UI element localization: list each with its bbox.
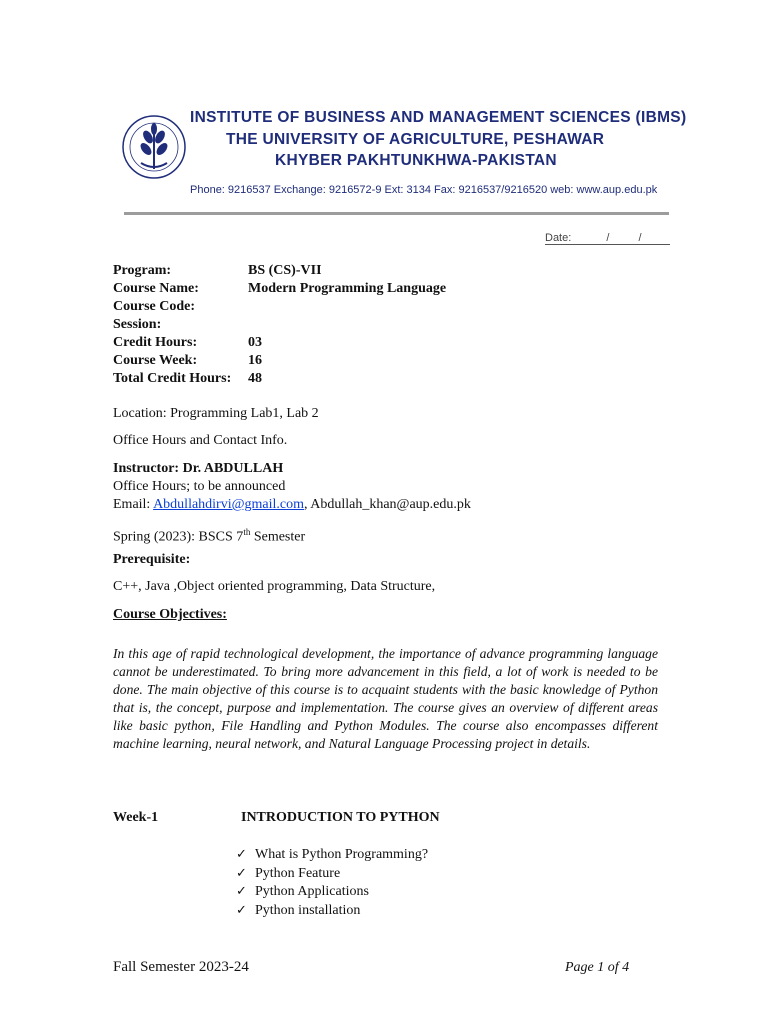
list-item xyxy=(236,902,428,921)
semester-text: Spring (2023): BSCS 7 xyxy=(113,529,244,545)
email-label: Email: xyxy=(113,497,154,512)
info-row-program xyxy=(113,262,446,280)
info-label: Total Credit Hours: xyxy=(113,371,232,386)
checkmark-icon: ✓ xyxy=(236,884,247,899)
office-hours-heading: Office Hours and Contact Info. xyxy=(113,433,288,448)
list-item xyxy=(236,865,428,884)
objectives-paragraph: In this age of rapid technological development, the importance of advance programming language cannot be underestimated. To bring more advancement in this field, a lot of work is needed to be done. The main objective of this course is to acquaint students with the basic knowledge of Python that is, the concept, purpose and implementation. The course gives an overview of different areas like basic python, File Handling and Python Modules. The course also encompasses different machine learning, neural network, and Natural Language Processing project in details. xyxy=(113,646,658,751)
info-label: Course Code: xyxy=(113,299,196,314)
info-label: Session: xyxy=(113,317,162,332)
info-row-session xyxy=(113,316,446,334)
instructor-office-hours: Office Hours; to be announced xyxy=(113,479,286,494)
info-row-credit-hours xyxy=(113,334,446,352)
instructor-email xyxy=(113,496,471,514)
week-title: INTRODUCTION TO PYTHON xyxy=(241,810,440,825)
info-label: Program: xyxy=(113,263,172,278)
location-text: Location: Programming Lab1, Lab 2 xyxy=(113,406,319,421)
checkmark-icon: ✓ xyxy=(236,902,247,918)
date-separator: / xyxy=(606,232,610,244)
email-secondary: , Abdullah_khan@aup.edu.pk xyxy=(304,497,471,512)
page-number: Page 1 of 4 xyxy=(565,960,630,975)
letterhead-divider xyxy=(124,212,669,215)
prerequisite-text: C++, Java ,Object oriented programming, Data Structure, xyxy=(113,579,436,594)
university-crest-icon xyxy=(121,103,187,193)
topic-list xyxy=(236,846,428,920)
list-item-label: Python Applications xyxy=(255,884,369,899)
course-info xyxy=(113,262,446,388)
info-value: Modern Programming Language xyxy=(248,281,447,296)
info-value: 48 xyxy=(248,371,262,386)
date-field xyxy=(545,232,670,245)
instructor-name: Instructor: Dr. ABDULLAH xyxy=(113,461,284,476)
info-row-course-name xyxy=(113,280,446,298)
info-value: 16 xyxy=(248,353,262,368)
checkmark-icon: ✓ xyxy=(236,847,247,862)
list-item xyxy=(236,883,428,902)
semester-suffix: Semester xyxy=(250,529,306,545)
list-item-label: Python installation xyxy=(255,902,361,918)
list-item-label: What is Python Programming? xyxy=(255,847,429,862)
info-label: Credit Hours: xyxy=(113,335,198,350)
list-item xyxy=(236,846,428,865)
list-item-label: Python Feature xyxy=(255,865,341,881)
objectives-heading: Course Objectives: xyxy=(113,607,227,622)
institute-name: INSTITUTE OF BUSINESS AND MANAGEMENT SCIENCES (IBMS) xyxy=(190,109,687,126)
contact-line: Phone: 9216537 Exchange: 9216572-9 Ext: 3134 Fax: 9216537/9216520 web: www.aup.edu.pk xyxy=(190,184,658,196)
email-link[interactable]: Abdullahdirvi@gmail.com xyxy=(153,497,304,512)
info-label: Course Name: xyxy=(113,281,199,296)
info-label: Course Week: xyxy=(113,353,198,368)
footer-semester: Fall Semester 2023-24 xyxy=(113,959,249,975)
university-name: THE UNIVERSITY OF AGRICULTURE, PESHAWAR xyxy=(226,131,605,148)
date-label: Date: xyxy=(545,232,572,244)
week-label: Week-1 xyxy=(113,810,159,825)
info-row-course-code xyxy=(113,298,446,316)
info-row-course-week xyxy=(113,352,446,370)
info-value: BS (CS)-VII xyxy=(248,263,322,278)
info-value: 03 xyxy=(248,335,262,350)
prerequisite-heading: Prerequisite: xyxy=(113,552,191,567)
checkmark-icon: ✓ xyxy=(236,865,247,881)
date-separator: / xyxy=(638,232,642,244)
semester-line xyxy=(113,523,305,547)
province-name: KHYBER PAKHTUNKHWA-PAKISTAN xyxy=(275,152,557,169)
semester-ordinal: th xyxy=(243,527,251,537)
info-row-total-credit-hours xyxy=(113,370,446,388)
